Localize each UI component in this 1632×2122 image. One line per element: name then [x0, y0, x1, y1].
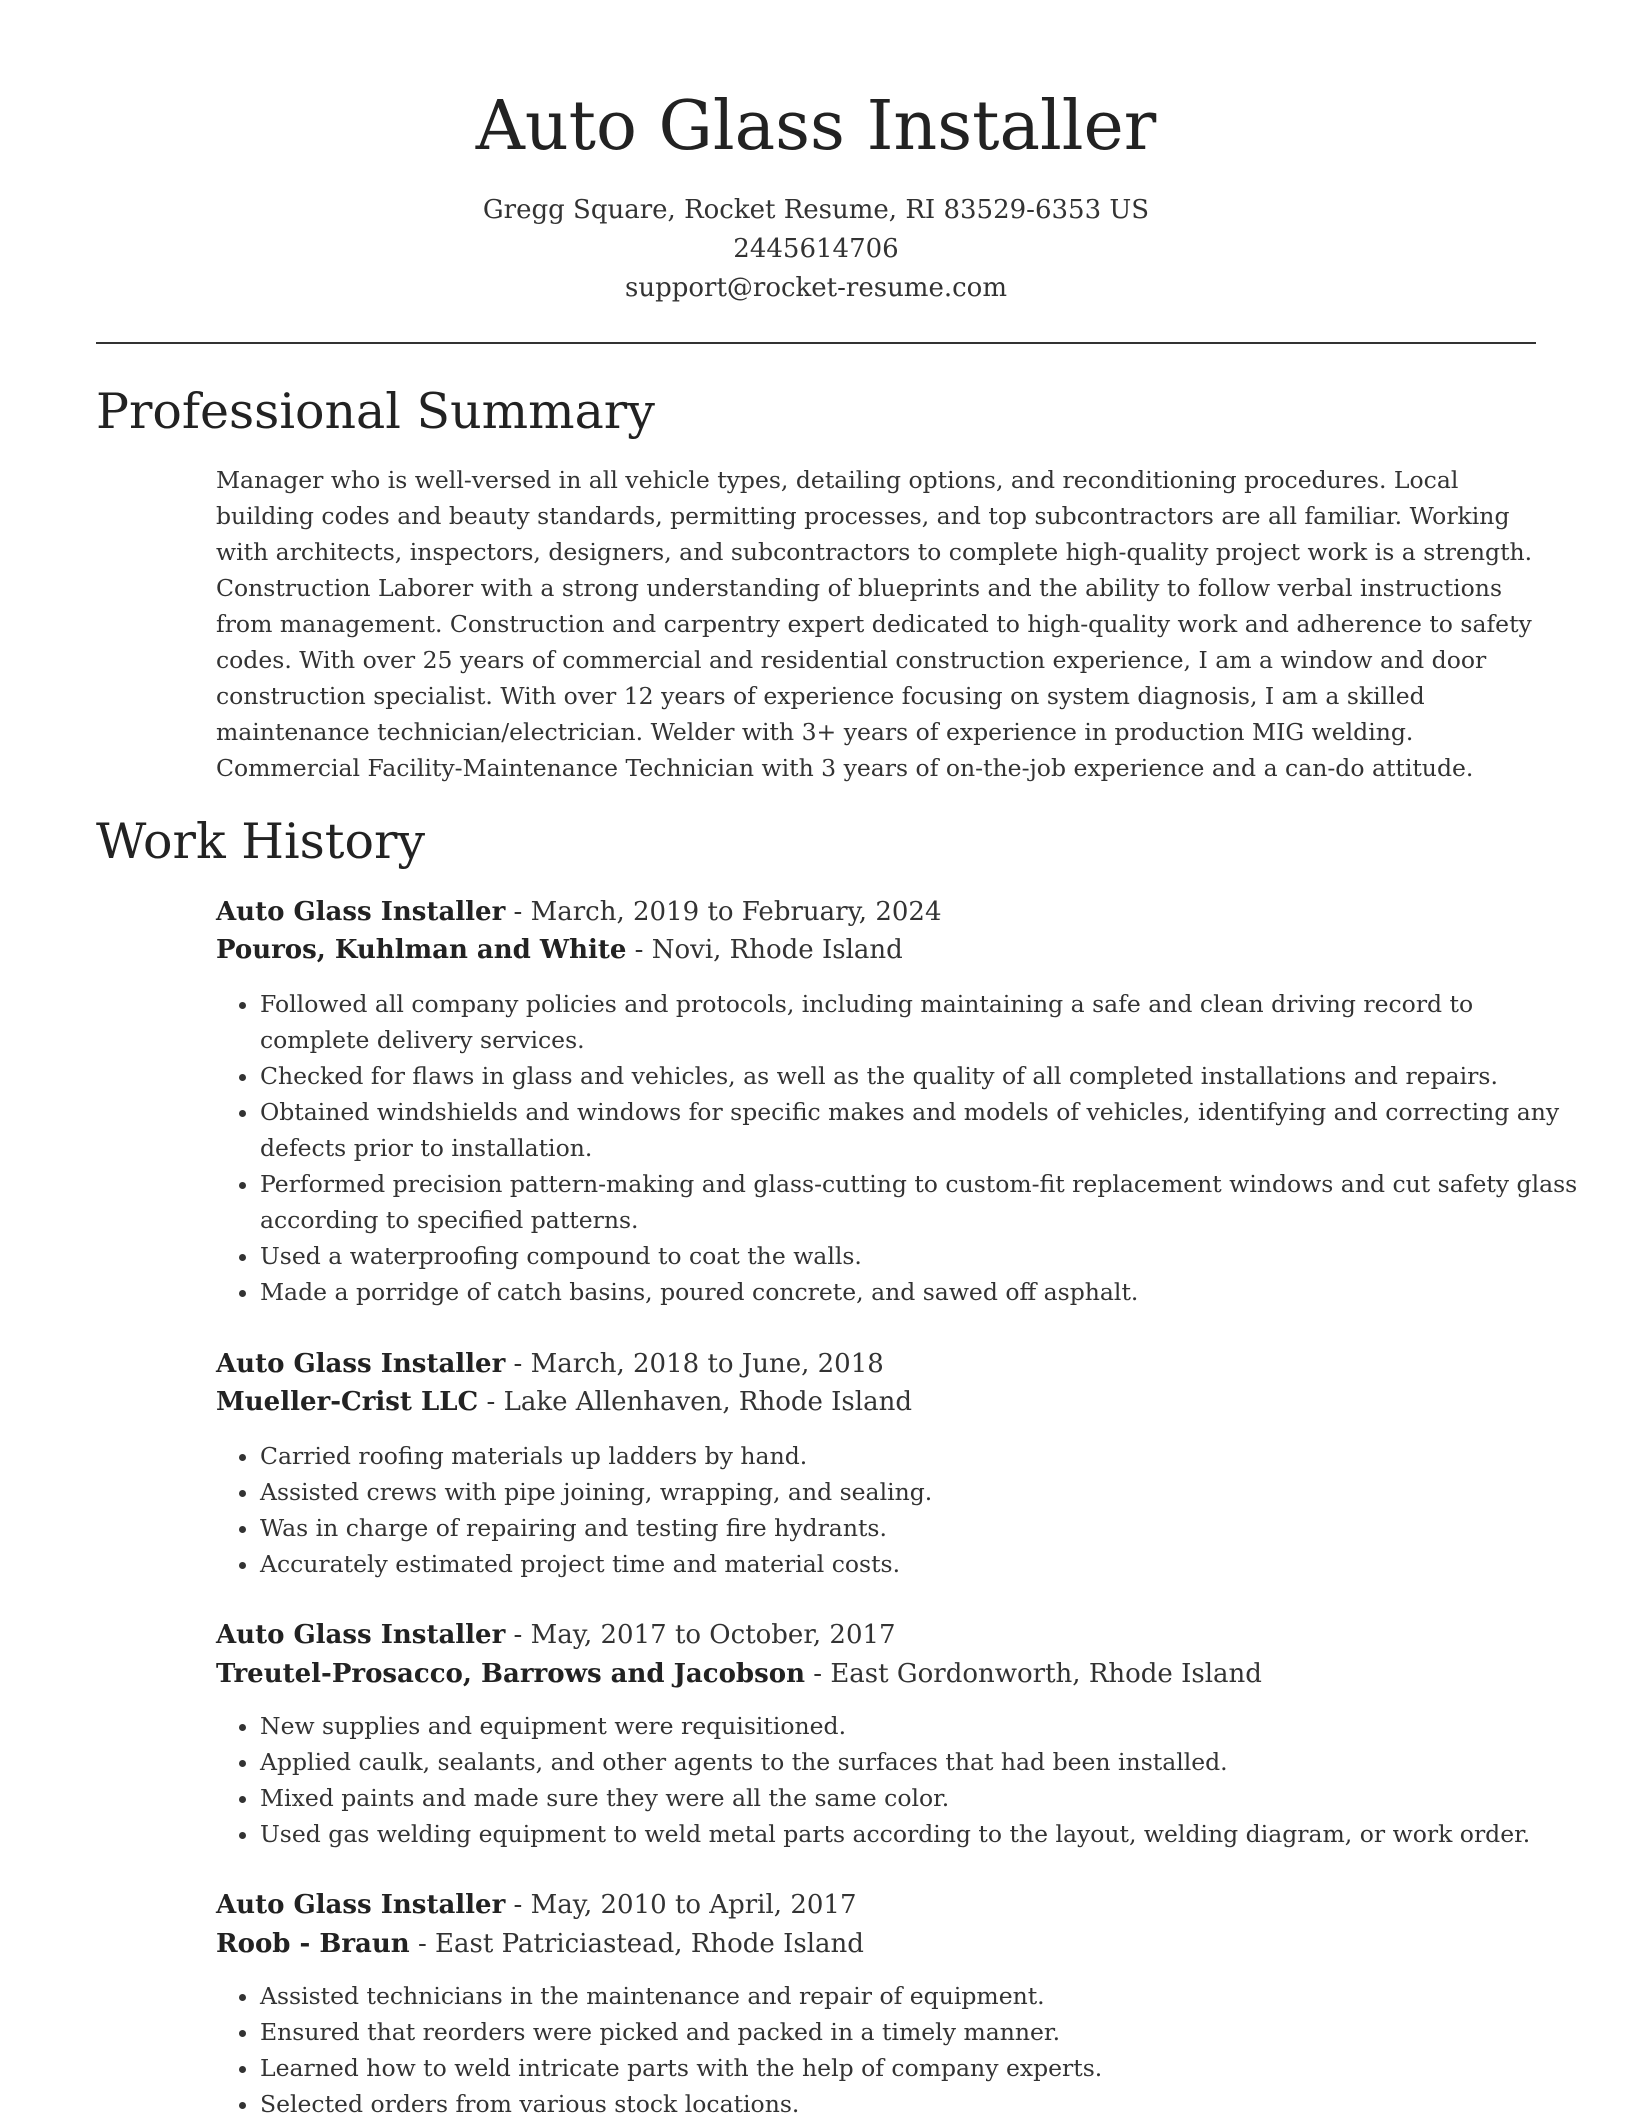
list-item: • Mixed paints and made sure they were all the same color.	[260, 1780, 1580, 1816]
job-role: Auto Glass Installer	[216, 1349, 506, 1379]
job-location: Lake Allenhaven, Rhode Island	[503, 1387, 912, 1417]
job-company-line	[216, 1925, 864, 1963]
list-item: • Made a porridge of catch basins, poured concrete, and sawed off asphalt.	[260, 1274, 1580, 1310]
separator: -	[505, 1890, 531, 1920]
job-bullet-list	[216, 1708, 1580, 1852]
separator: -	[505, 1620, 531, 1650]
separator: -	[478, 1387, 504, 1417]
job-company-line	[216, 1383, 912, 1421]
job-title-line	[216, 1616, 896, 1654]
job-title-line	[216, 893, 942, 931]
separator: -	[805, 1659, 831, 1689]
list-item: • Performed precision pattern-making and glass-cutting to custom-fit replacement windows and cut safety glass according to specified patterns.	[260, 1166, 1580, 1238]
summary-paragraph: Manager who is well-versed in all vehicle types, detailing options, and reconditioning procedures. Local building codes and beauty standards, permitting processes, and top subcontractors are all familiar. Working with architects, inspectors, designers, and subcontractors to complete high-quality project work is a strength. Construction Laborer with a strong understanding of blueprints and the ability to follow verbal instructions from management. Construction and carpentry expert dedicated to high-quality work and adherence to safety codes. With over 25 years of commercial and residential construction experience, I am a window and door construction specialist. With over 12 years of experience focusing on system diagnosis, I am a skilled maintenance technician/electrician. Welder with 3+ years of experience in production MIG welding. Commercial Facility-Maintenance Technician with 3 years of on-the-job experience and a can-do attitude.	[216, 466, 1533, 782]
job-role: Auto Glass Installer	[216, 1890, 506, 1920]
job-bullet-list	[216, 1978, 1580, 2122]
list-item: • Was in charge of repairing and testing fire hydrants.	[260, 1510, 1580, 1546]
phone-text: 2445614706	[733, 234, 899, 264]
job-company: Treutel-Prosacco, Barrows and Jacobson	[216, 1659, 805, 1689]
summary-heading: Professional Summary	[96, 383, 655, 440]
email-text: support@rocket-resume.com	[624, 273, 1007, 303]
job-location: East Gordonworth, Rhode Island	[830, 1659, 1262, 1689]
list-item: • Applied caulk, sealants, and other agents to the surfaces that had been installed.	[260, 1744, 1580, 1780]
job-title-line	[216, 1345, 884, 1383]
list-item: • Accurately estimated project time and material costs.	[260, 1546, 1580, 1582]
job-role: Auto Glass Installer	[216, 897, 506, 927]
job-company: Mueller-Crist LLC	[216, 1387, 479, 1417]
job-bullet-list	[216, 986, 1580, 1310]
separator: -	[505, 1349, 531, 1379]
list-item: • Assisted crews with pipe joining, wrapping, and sealing.	[260, 1474, 1580, 1510]
separator: -	[626, 935, 652, 965]
job-dates: March, 2019 to February, 2024	[530, 897, 942, 927]
job-location: Novi, Rhode Island	[651, 935, 903, 965]
address-text: Gregg Square, Rocket Resume, RI 83529-6353 US	[482, 195, 1150, 225]
job-title-line	[216, 1886, 857, 1924]
list-item: • Used a waterproofing compound to coat the walls.	[260, 1238, 1580, 1274]
job-dates: May, 2010 to April, 2017	[530, 1890, 857, 1920]
list-item: • Ensured that reorders were picked and packed in a timely manner.	[260, 2014, 1580, 2050]
job-company-line	[216, 931, 903, 969]
list-item: • Followed all company policies and protocols, including maintaining a safe and clean driving record to complete delivery services.	[260, 986, 1580, 1058]
list-item: • Checked for flaws in glass and vehicles, as well as the quality of all completed installations and repairs.	[260, 1058, 1580, 1094]
contact-block	[0, 191, 1632, 308]
list-item: • Carried roofing materials up ladders by hand.	[260, 1438, 1580, 1474]
job-dates: March, 2018 to June, 2018	[530, 1349, 884, 1379]
list-item: • Obtained windshields and windows for specific makes and models of vehicles, identifying and correcting any defects prior to installation.	[260, 1094, 1580, 1166]
job-bullet-list	[216, 1438, 1580, 1582]
resume-title: Auto Glass Installer	[475, 87, 1157, 166]
list-item: • Used gas welding equipment to weld metal parts according to the layout, welding diagram, or work order.	[260, 1816, 1580, 1852]
job-role: Auto Glass Installer	[216, 1620, 506, 1650]
job-company: Roob - Braun	[216, 1929, 410, 1959]
separator: -	[409, 1929, 436, 1959]
list-item: • Learned how to weld intricate parts with the help of company experts.	[260, 2050, 1580, 2086]
list-item: • Assisted technicians in the maintenance and repair of equipment.	[260, 1978, 1580, 2014]
job-dates: May, 2017 to October, 2017	[530, 1620, 896, 1650]
header-divider	[96, 342, 1536, 344]
job-company-line	[216, 1655, 1262, 1693]
job-company: Pouros, Kuhlman and White	[216, 935, 627, 965]
list-item: • Selected orders from various stock locations.	[260, 2086, 1580, 2122]
separator: -	[505, 897, 531, 927]
work-history-heading: Work History	[96, 813, 426, 870]
list-item: • New supplies and equipment were requisitioned.	[260, 1708, 1580, 1744]
job-location: East Patriciastead, Rhode Island	[435, 1929, 864, 1959]
